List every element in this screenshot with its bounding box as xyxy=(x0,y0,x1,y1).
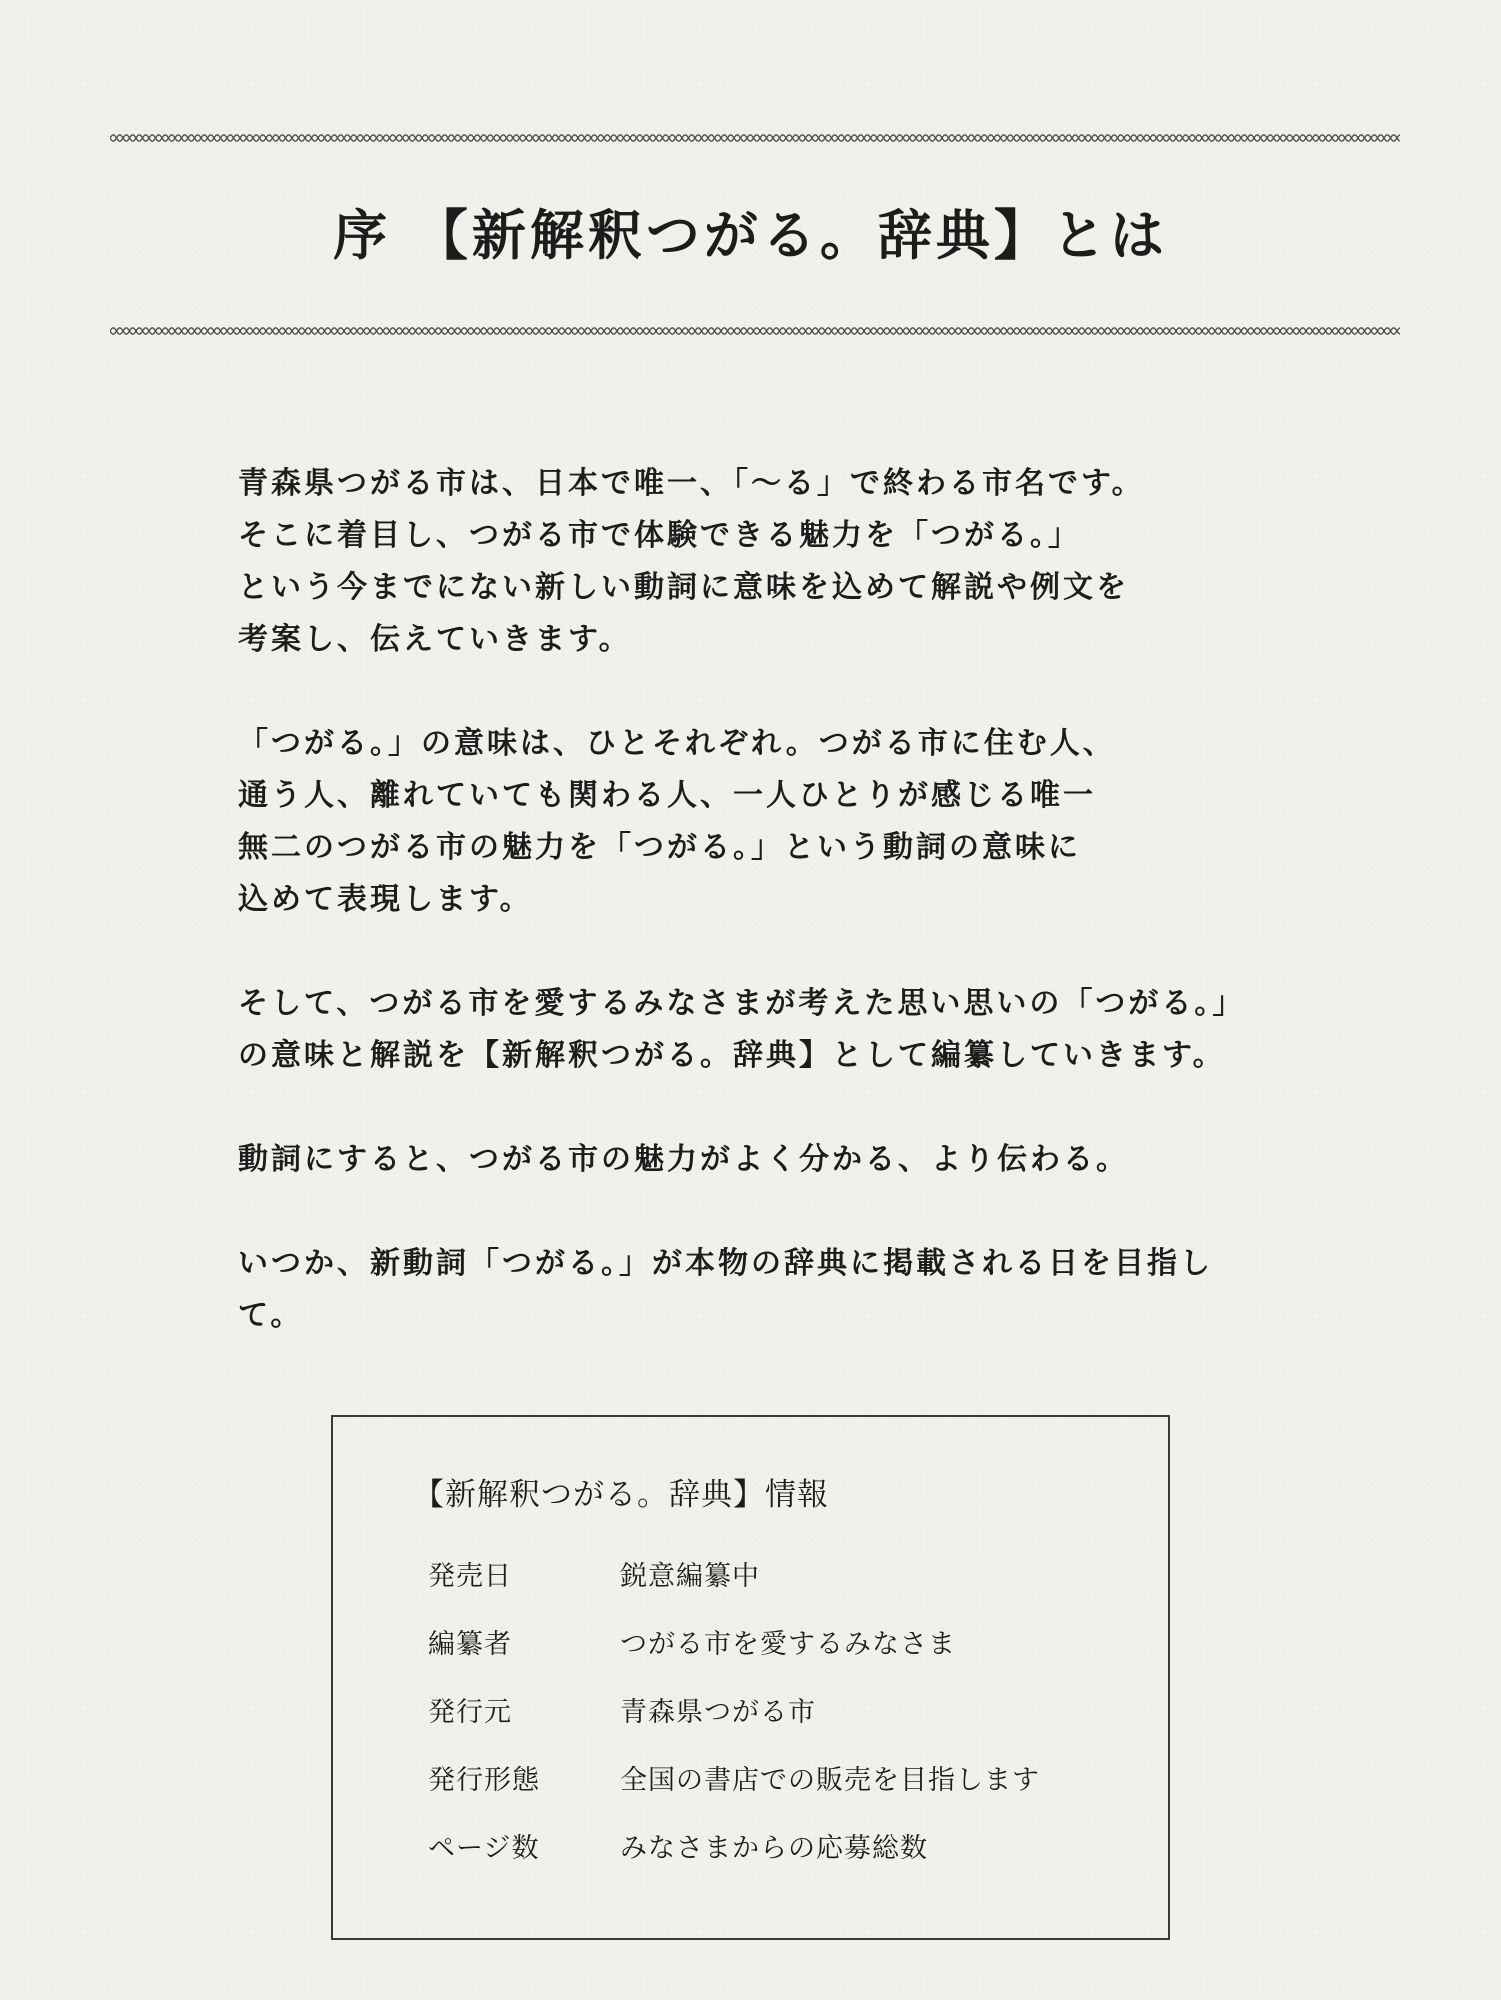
info-label: ページ数 xyxy=(428,1833,540,1864)
info-value: 鋭意編纂中 xyxy=(620,1561,760,1592)
dictionary-info-box xyxy=(331,1415,1170,1940)
info-row-format xyxy=(428,1761,1128,1829)
paragraph: いつか、新動詞「つがる。」が本物の辞典に掲載される日を目指して。 xyxy=(238,1246,1213,1333)
info-value: つがる市を愛するみなさま xyxy=(620,1629,956,1660)
info-label: 発行形態 xyxy=(428,1765,540,1796)
info-row-editor xyxy=(428,1625,1128,1693)
info-title: 【新解釈つがる。辞典】情報 xyxy=(413,1477,829,1513)
info-row-publisher xyxy=(428,1693,1128,1761)
paragraph: 「つがる。」の意味は、ひとそれぞれ。つがる市に住む人、 通う人、離れていても関わる人、一人ひとりが感じる唯一 無二のつがる市の魅力を「つがる。」という動詞の意味に 込めて表現します。 xyxy=(238,726,1116,917)
info-row-release-date xyxy=(428,1557,1128,1625)
decorative-rule-top xyxy=(110,130,1400,146)
info-value: 全国の書店での販売を目指します xyxy=(620,1765,1040,1796)
paragraph: そして、つがる市を愛するみなさまが考えた思い思いの「つがる。」 の意味と解説を【新解釈つがる。辞典】として編纂していきます。 xyxy=(238,986,1246,1073)
info-value: みなさまからの応募総数 xyxy=(620,1833,928,1864)
intro-text xyxy=(238,458,1268,1394)
page-title: 序 【新解釈つがる。辞典】とは xyxy=(333,204,1168,267)
decorative-rule-bottom xyxy=(110,323,1400,339)
info-table xyxy=(428,1557,1128,1897)
info-row-page-count xyxy=(428,1829,1128,1897)
info-label: 発売日 xyxy=(428,1561,512,1592)
paragraph: 動詞にすると、つがる市の魅力がよく分かる、より伝わる。 xyxy=(238,1142,1129,1177)
info-label: 編纂者 xyxy=(428,1629,512,1660)
paragraph: 青森県つがる市は、日本で唯一、「〜る」で終わる市名です。 そこに着目し、つがる市で体験できる魅力を「つがる。」 という今までにない新しい動詞に意味を込めて解説や例文を 考案し、伝えていきます。 xyxy=(238,466,1145,657)
info-label: 発行元 xyxy=(428,1697,512,1728)
info-value: 青森県つがる市 xyxy=(620,1697,816,1728)
